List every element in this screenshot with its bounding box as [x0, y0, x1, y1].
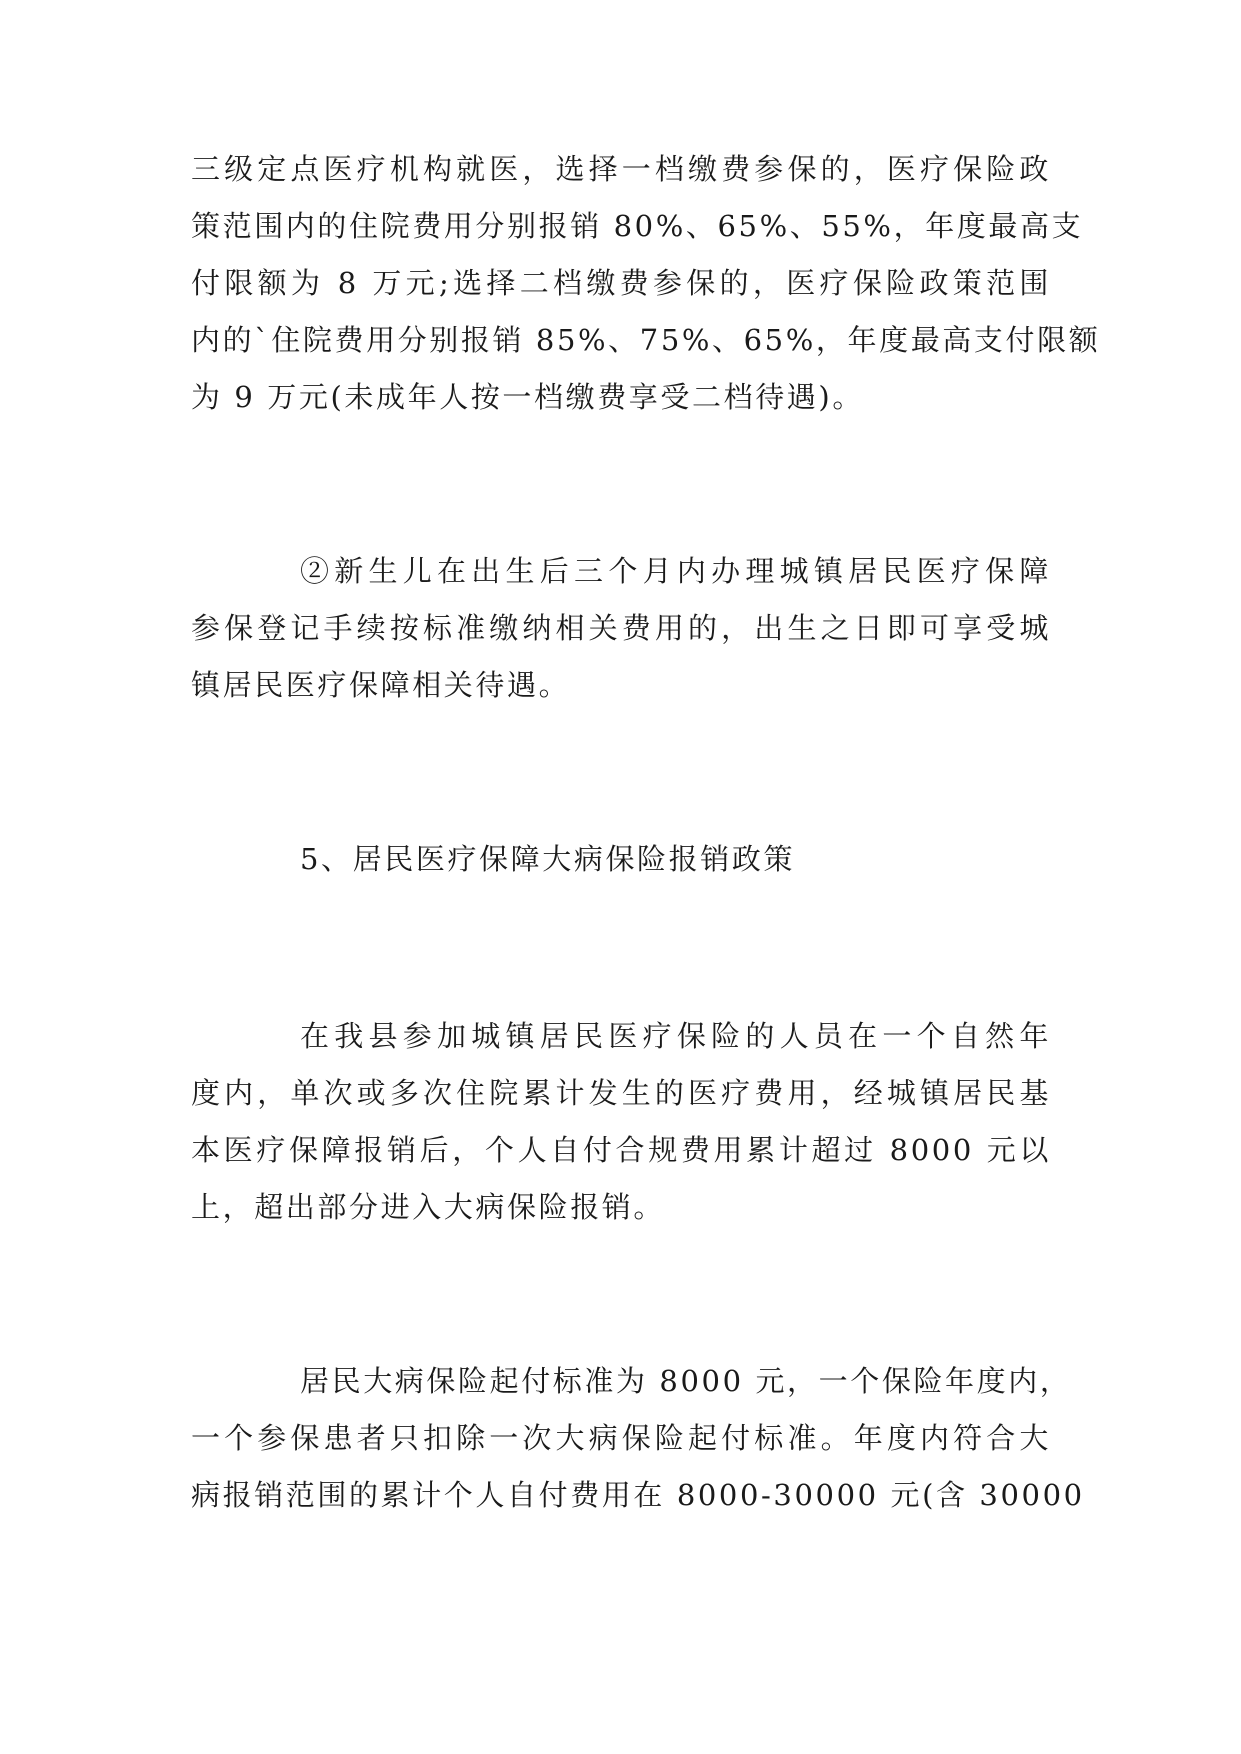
- paragraph-4-line-3: 病报销范围的累计个人自付费用在 8000-30000 元(含 30000: [191, 1478, 1085, 1512]
- paragraph-3-line-1: 在我县参加城镇居民医疗保险的人员在一个自然年: [300, 1019, 1051, 1053]
- paragraph-1-line-4: 内的`住院费用分别报销 85%、75%、65%，年度最高支付限额: [191, 323, 1101, 357]
- paragraph-1-line-2: 策范围内的住院费用分别报销 80%、65%、55%，年度最高支: [191, 209, 1084, 243]
- paragraph-1-line-1: 三级定点医疗机构就医，选择一档缴费参保的，医疗保险政: [191, 152, 1051, 186]
- paragraph-4-line-2: 一个参保患者只扣除一次大病保险起付标准。年度内符合大: [191, 1421, 1051, 1455]
- paragraph-3-line-2: 度内，单次或多次住院累计发生的医疗费用，经城镇居民基: [191, 1076, 1051, 1110]
- paragraph-1-line-3: 付限额为 8 万元;选择二档缴费参保的，医疗保险政策范围: [191, 266, 1051, 300]
- section-heading-5: 5、居民医疗保障大病保险报销政策: [300, 842, 796, 876]
- paragraph-2-line-1: ②新生儿在出生后三个月内办理城镇居民医疗保障: [300, 554, 1051, 588]
- paragraph-4-line-1: 居民大病保险起付标准为 8000 元，一个保险年度内，: [300, 1364, 1072, 1398]
- paragraph-2-line-2: 参保登记手续按标准缴纳相关费用的，出生之日即可享受城: [191, 611, 1051, 645]
- paragraph-3-line-3: 本医疗保障报销后，个人自付合规费用累计超过 8000 元以: [191, 1133, 1051, 1167]
- paragraph-2-line-3: 镇居民医疗保障相关待遇。: [191, 668, 571, 702]
- paragraph-1-line-5: 为 9 万元(未成年人按一档缴费享受二档待遇)。: [191, 380, 864, 414]
- paragraph-3-line-4: 上，超出部分进入大病保险报销。: [191, 1190, 666, 1224]
